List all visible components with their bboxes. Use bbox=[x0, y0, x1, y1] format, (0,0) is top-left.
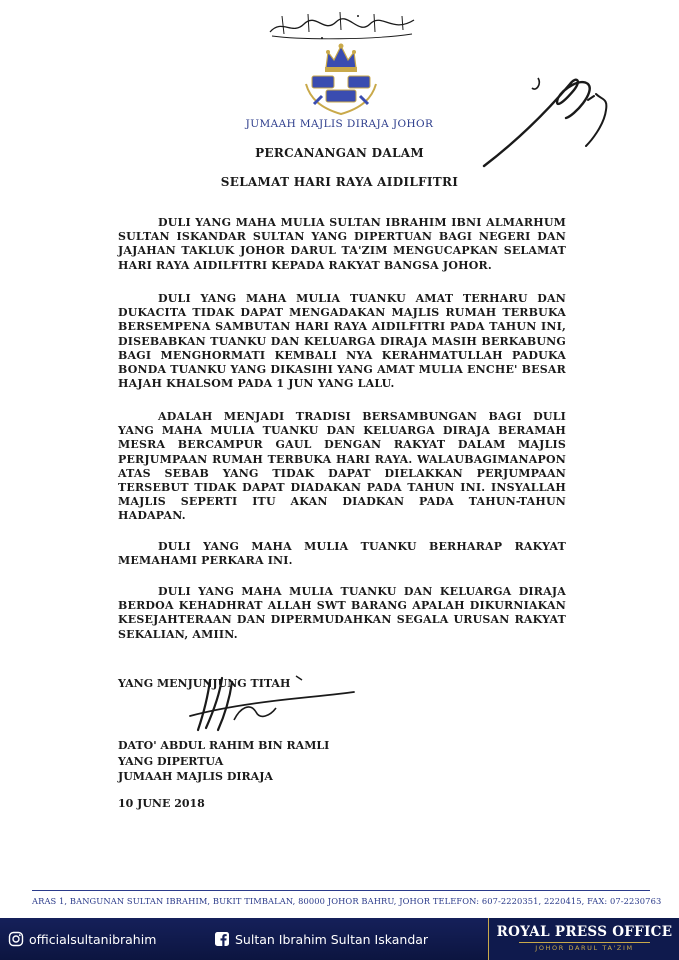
document-heading: PERCANANGAN DALAM bbox=[255, 146, 424, 160]
bismillah-calligraphy bbox=[262, 8, 422, 42]
body-paragraph-2: DULI YANG MAHA MULIA TUANKU AMAT TERHARU DAN DUKACITA TIDAK DAPAT MENGADAKAN MAJLIS RUMAH TERBUKA BERSEMPENA SAMBUTAN HARI RAYA AIDILFITRI PADA TAHUN INI, DISEBABKAN TUANKU DAN KELUARGA DIRAJA MASIH BERKABUNG BAGI MENGHORMATI KEMBALI NYA KERAHMATULLAH PADUKA BONDA TUANKU YANG DIKASIHI YANG AMAT MULIA ENCHE' BESAR HAJAH KHALSOM PADA 1 JUN YANG LALU. bbox=[118, 292, 566, 391]
body-paragraph-3: ADALAH MENJADI TRADISI BERSAMBUNGAN BAGI DULI YANG MAHA MULIA TUANKU DAN KELUARGA DIRAJA BERAMAH MESRA BERCAMPUR GAUL DENGAN RAKYAT DALAM MAJLIS PERJUMPAAN RUMAH TERBUKA HARI RAYA. WALAUBAGIMANAPON ATAS SEBAB YANG TIDAK DAPAT DIELAKKAN PERJUMPAAN TERSEBUT TIDAK DAPAT DIADAKAN PADA TAHUN INI. INSYALLAH MAJLIS SEPERTI ITU AKAN DIADKAN PADA TAHUN-TAHUN HADAPAN. bbox=[118, 410, 566, 523]
facebook-page-name: Sultan Ibrahim Sultan Iskandar bbox=[235, 931, 429, 947]
facebook-link[interactable] bbox=[214, 918, 428, 960]
instagram-link[interactable] bbox=[8, 918, 156, 960]
address-line: ARAS 1, BANGUNAN SULTAN IBRAHIM, BUKIT TIMBALAN, 80000 JOHOR BAHRU, JOHOR TELEFON: 607-2220351, 2220415, FAX: 07-2230763 bbox=[32, 896, 662, 906]
signatory-title: YANG DIPERTUA bbox=[118, 754, 224, 768]
facebook-icon bbox=[214, 931, 230, 947]
signatory-organization: JUMAAH MAJLIS DIRAJA bbox=[118, 770, 273, 783]
signatory-name: DATO' ABDUL RAHIM BIN RAMLI bbox=[118, 739, 330, 752]
press-office-divider bbox=[519, 942, 650, 943]
address-divider bbox=[32, 890, 650, 891]
document-date: 10 JUNE 2018 bbox=[118, 797, 205, 810]
document-subheading: SELAMAT HARI RAYA AIDILFITRI bbox=[220, 175, 459, 189]
organization-title: JUMAAH MAJLIS DIRAJA JOHOR bbox=[245, 118, 434, 130]
closing-salutation: YANG MENJUNJUNG TITAH bbox=[118, 677, 291, 690]
signature-bottom bbox=[170, 672, 360, 734]
press-office-subtitle: JOHOR DARUL TA'ZIM bbox=[535, 944, 634, 952]
body-paragraph-4: DULI YANG MAHA MULIA TUANKU BERHARAP RAKYAT MEMAHAMI PERKARA INI. bbox=[118, 540, 566, 568]
instagram-handle: officialsultanibrahim bbox=[29, 931, 157, 947]
royal-press-office-badge bbox=[488, 918, 679, 960]
body-paragraph-5: DULI YANG MAHA MULIA TUANKU DAN KELUARGA DIRAJA BERDOA KEHADHRAT ALLAH SWT BARANG APALAH DIKURNIAKAN KESEJAHTERAAN DAN DIPERMUDAHKAN SEGALA URUSAN RAKYAT SEKALIAN, AMIIN. bbox=[118, 585, 566, 641]
body-paragraph-1: DULI YANG MAHA MULIA SULTAN IBRAHIM IBNI ALMARHUM SULTAN ISKANDAR SULTAN YANG DIPERTUAN BAGI NEGERI DAN JAJAHAN TAKLUK JOHOR DARUL TA'ZIM MENGUCAPKAN SELAMAT HARI RAYA AIDILFITRI KEPADA RAKYAT BANGSA JOHOR. bbox=[118, 216, 566, 272]
press-office-title: ROYAL PRESS OFFICE bbox=[496, 924, 673, 940]
signatory-block bbox=[118, 738, 329, 785]
instagram-icon bbox=[8, 931, 24, 947]
crest-icon bbox=[300, 38, 382, 118]
